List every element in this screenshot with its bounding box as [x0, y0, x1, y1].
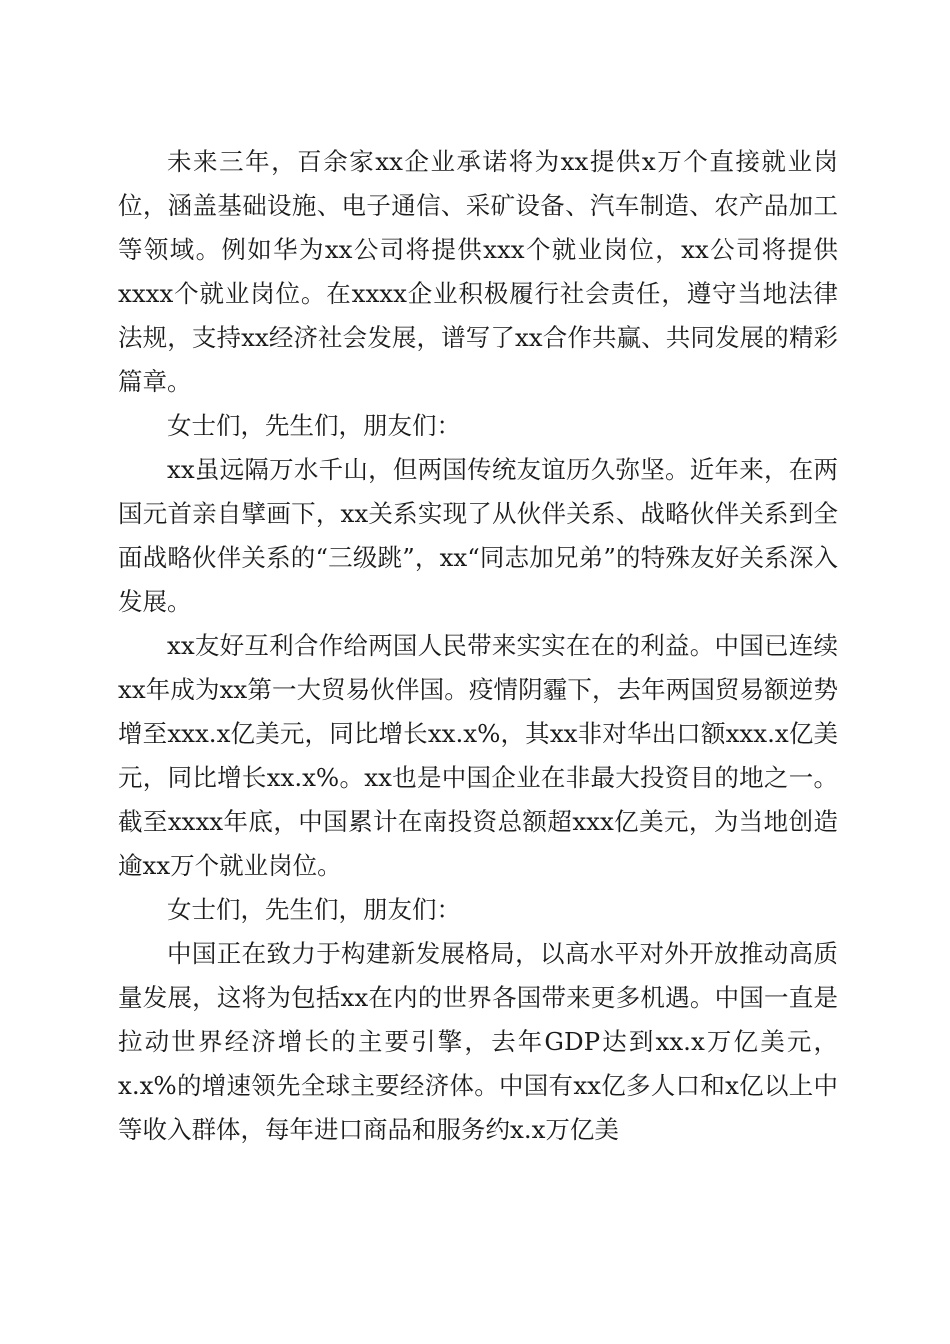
paragraph-employment: 未来三年，百余家xx企业承诺将为xx提供x万个直接就业岗位，涵盖基础设施、电子通信、采矿设备、汽车制造、农产品加工等领域。例如华为xx公司将提供xxx个就业岗位，xx公司将提供xxxx个就业岗位。在xxxx企业积极履行社会责任，遵守当地法律法规，支持xx经济社会发展，谱写了xx合作共赢、共同发展的精彩篇章。: [118, 147, 838, 396]
paragraph-development: 中国正在致力于构建新发展格局，以高水平对外开放推动高质量发展，这将为包括xx在内的世界各国带来更多机遇。中国一直是拉动世界经济增长的主要引擎，去年GDP达到xx.x万亿美元，x.x%的增速领先全球主要经济体。中国有xx亿多人口和x亿以上中等收入群体，每年进口商品和服务约x.x万亿美: [118, 939, 838, 1144]
document-body: [118, 140, 838, 1152]
paragraph-friendship: xx虽远隔万水千山，但两国传统友谊历久弥坚。近年来，在两国元首亲自擘画下，xx关系实现了从伙伴关系、战略伙伴关系到全面战略伙伴关系的“三级跳”，xx“同志加兄弟”的特殊友好关系深入发展。: [118, 455, 838, 616]
paragraph-salutation: 女士们，先生们，朋友们：: [167, 895, 461, 924]
paragraph-cooperation: xx友好互利合作给两国人民带来实实在在的利益。中国已连续xx年成为xx第一大贸易伙伴国。疫情阴霾下，去年两国贸易额逆势增至xxx.x亿美元，同比增长xx.x%，其xx非对华出口额xxx.x亿美元，同比增长xx.x%。xx也是中国企业在非最大投资目的地之一。截至xxxx年底，中国累计在南投资总额超xxx亿美元，为当地创造逾xx万个就业岗位。: [118, 631, 838, 880]
paragraph-salutation: 女士们，先生们，朋友们：: [167, 411, 461, 440]
